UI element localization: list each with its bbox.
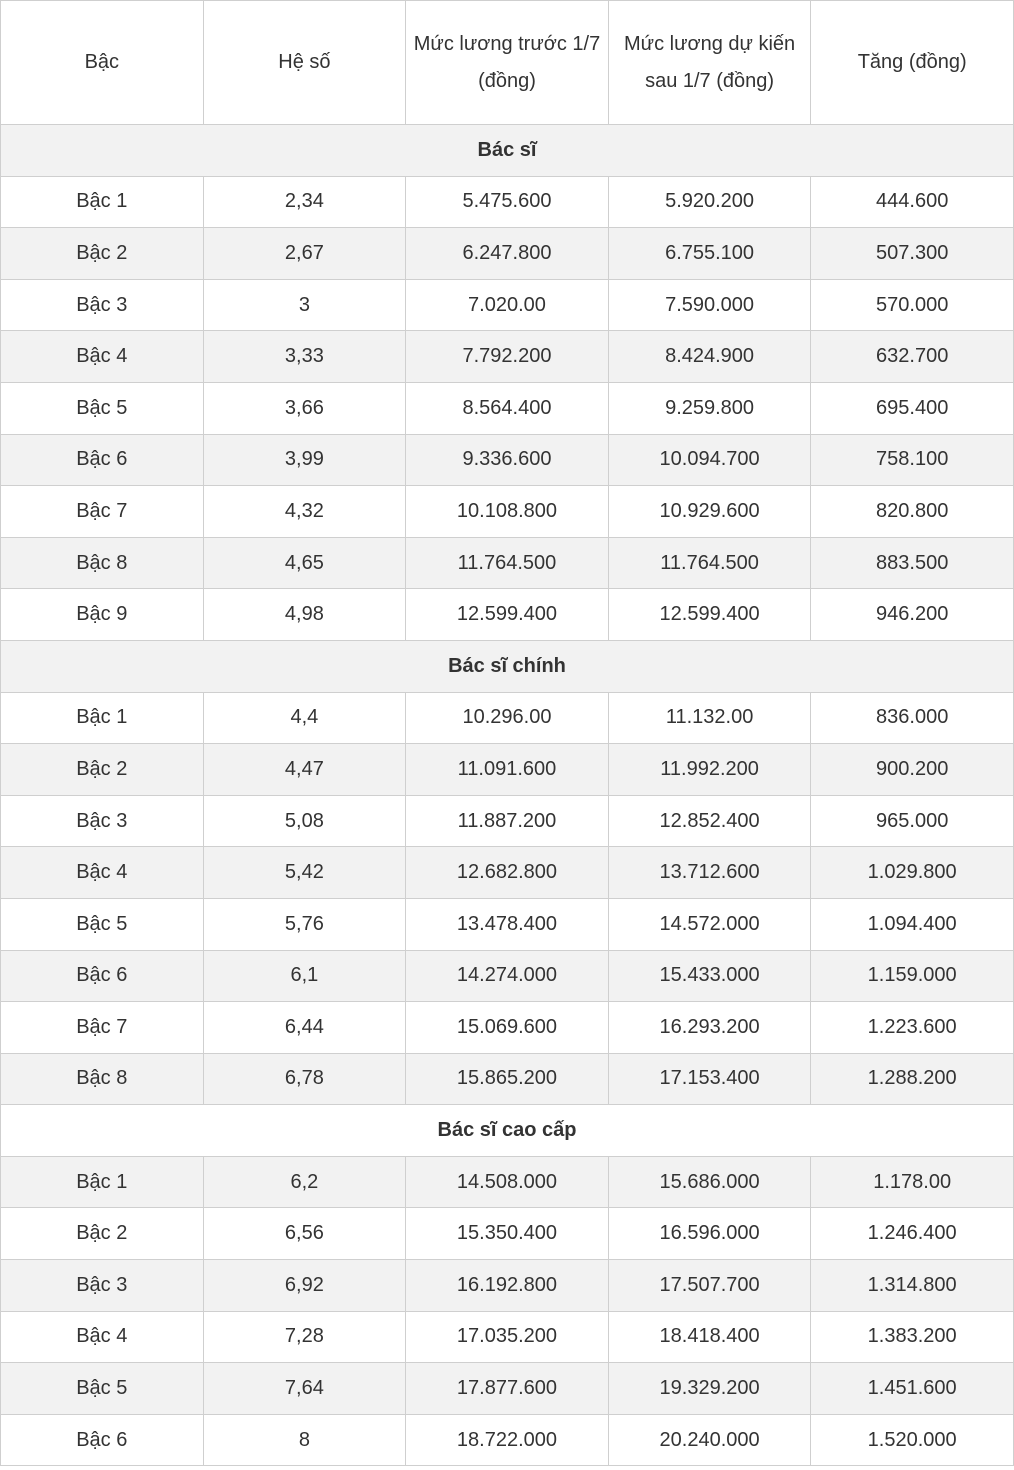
cell-salary-after: 7.590.000 xyxy=(608,279,811,331)
cell-increase: 1.159.000 xyxy=(811,950,1014,1002)
table-row xyxy=(1,1260,1014,1312)
cell-coefficient: 6,78 xyxy=(203,1053,406,1105)
cell-increase: 632.700 xyxy=(811,331,1014,383)
cell-level: Bậc 9 xyxy=(1,589,204,641)
cell-salary-before: 11.764.500 xyxy=(406,537,609,589)
cell-coefficient: 5,76 xyxy=(203,898,406,950)
cell-level: Bậc 3 xyxy=(1,279,204,331)
cell-salary-before: 11.091.600 xyxy=(406,744,609,796)
cell-level: Bậc 5 xyxy=(1,382,204,434)
header-coefficient: Hệ số xyxy=(203,1,406,125)
cell-increase: 695.400 xyxy=(811,382,1014,434)
table-header xyxy=(1,1,1014,125)
cell-level: Bậc 8 xyxy=(1,537,204,589)
cell-increase: 965.000 xyxy=(811,795,1014,847)
cell-level: Bậc 5 xyxy=(1,1363,204,1415)
cell-salary-after: 20.240.000 xyxy=(608,1414,811,1466)
cell-level: Bậc 7 xyxy=(1,486,204,538)
table-row xyxy=(1,279,1014,331)
cell-level: Bậc 2 xyxy=(1,228,204,280)
table-row xyxy=(1,228,1014,280)
cell-increase: 1.520.000 xyxy=(811,1414,1014,1466)
table-row xyxy=(1,795,1014,847)
cell-salary-before: 14.274.000 xyxy=(406,950,609,1002)
cell-level: Bậc 8 xyxy=(1,1053,204,1105)
table-row xyxy=(1,589,1014,641)
cell-salary-after: 19.329.200 xyxy=(608,1363,811,1415)
cell-increase: 1.246.400 xyxy=(811,1208,1014,1260)
cell-increase: 1.451.600 xyxy=(811,1363,1014,1415)
cell-level: Bậc 7 xyxy=(1,1002,204,1054)
cell-coefficient: 5,42 xyxy=(203,847,406,899)
group-title: Bác sĩ cao cấp xyxy=(1,1105,1014,1157)
table-row xyxy=(1,434,1014,486)
cell-salary-before: 11.887.200 xyxy=(406,795,609,847)
cell-level: Bậc 3 xyxy=(1,1260,204,1312)
cell-level: Bậc 1 xyxy=(1,1156,204,1208)
cell-salary-before: 15.865.200 xyxy=(406,1053,609,1105)
cell-salary-before: 10.296.00 xyxy=(406,692,609,744)
group-header-row xyxy=(1,1105,1014,1157)
table-row xyxy=(1,847,1014,899)
cell-salary-before: 13.478.400 xyxy=(406,898,609,950)
cell-increase: 1.223.600 xyxy=(811,1002,1014,1054)
cell-coefficient: 4,32 xyxy=(203,486,406,538)
cell-salary-after: 16.596.000 xyxy=(608,1208,811,1260)
cell-increase: 836.000 xyxy=(811,692,1014,744)
table-row xyxy=(1,744,1014,796)
cell-coefficient: 2,67 xyxy=(203,228,406,280)
header-level: Bậc xyxy=(1,1,204,125)
table-row xyxy=(1,1311,1014,1363)
cell-salary-after: 17.507.700 xyxy=(608,1260,811,1312)
cell-salary-before: 6.247.800 xyxy=(406,228,609,280)
cell-salary-before: 7.020.00 xyxy=(406,279,609,331)
cell-coefficient: 8 xyxy=(203,1414,406,1466)
table-row xyxy=(1,176,1014,228)
group-header-row xyxy=(1,640,1014,692)
cell-salary-before: 5.475.600 xyxy=(406,176,609,228)
cell-level: Bậc 1 xyxy=(1,176,204,228)
cell-coefficient: 7,64 xyxy=(203,1363,406,1415)
cell-increase: 946.200 xyxy=(811,589,1014,641)
cell-coefficient: 6,92 xyxy=(203,1260,406,1312)
group-title: Bác sĩ xyxy=(1,125,1014,177)
table-row xyxy=(1,1208,1014,1260)
cell-coefficient: 6,1 xyxy=(203,950,406,1002)
cell-increase: 1.094.400 xyxy=(811,898,1014,950)
cell-increase: 1.288.200 xyxy=(811,1053,1014,1105)
group-header-row xyxy=(1,125,1014,177)
cell-salary-before: 8.564.400 xyxy=(406,382,609,434)
cell-salary-after: 9.259.800 xyxy=(608,382,811,434)
table-row xyxy=(1,1002,1014,1054)
group-title: Bác sĩ chính xyxy=(1,640,1014,692)
cell-level: Bậc 6 xyxy=(1,950,204,1002)
cell-coefficient: 2,34 xyxy=(203,176,406,228)
cell-salary-after: 16.293.200 xyxy=(608,1002,811,1054)
header-row xyxy=(1,1,1014,125)
cell-salary-after: 6.755.100 xyxy=(608,228,811,280)
cell-salary-before: 17.035.200 xyxy=(406,1311,609,1363)
cell-salary-after: 12.599.400 xyxy=(608,589,811,641)
table-row xyxy=(1,331,1014,383)
table-row xyxy=(1,1053,1014,1105)
cell-coefficient: 4,47 xyxy=(203,744,406,796)
cell-salary-after: 15.433.000 xyxy=(608,950,811,1002)
cell-salary-after: 5.920.200 xyxy=(608,176,811,228)
cell-increase: 758.100 xyxy=(811,434,1014,486)
cell-increase: 444.600 xyxy=(811,176,1014,228)
cell-level: Bậc 6 xyxy=(1,434,204,486)
cell-level: Bậc 4 xyxy=(1,1311,204,1363)
cell-salary-after: 12.852.400 xyxy=(608,795,811,847)
cell-salary-before: 7.792.200 xyxy=(406,331,609,383)
cell-salary-after: 17.153.400 xyxy=(608,1053,811,1105)
cell-level: Bậc 4 xyxy=(1,847,204,899)
cell-coefficient: 4,98 xyxy=(203,589,406,641)
cell-salary-before: 18.722.000 xyxy=(406,1414,609,1466)
cell-salary-after: 11.992.200 xyxy=(608,744,811,796)
cell-salary-before: 10.108.800 xyxy=(406,486,609,538)
cell-level: Bậc 4 xyxy=(1,331,204,383)
cell-coefficient: 6,2 xyxy=(203,1156,406,1208)
cell-coefficient: 4,4 xyxy=(203,692,406,744)
cell-coefficient: 3,99 xyxy=(203,434,406,486)
cell-coefficient: 6,44 xyxy=(203,1002,406,1054)
cell-salary-after: 10.929.600 xyxy=(608,486,811,538)
cell-coefficient: 6,56 xyxy=(203,1208,406,1260)
cell-salary-after: 11.764.500 xyxy=(608,537,811,589)
cell-level: Bậc 3 xyxy=(1,795,204,847)
table-row xyxy=(1,950,1014,1002)
cell-salary-after: 18.418.400 xyxy=(608,1311,811,1363)
cell-salary-before: 16.192.800 xyxy=(406,1260,609,1312)
cell-coefficient: 3 xyxy=(203,279,406,331)
cell-increase: 1.314.800 xyxy=(811,1260,1014,1312)
cell-coefficient: 3,66 xyxy=(203,382,406,434)
cell-level: Bậc 5 xyxy=(1,898,204,950)
cell-increase: 507.300 xyxy=(811,228,1014,280)
cell-salary-before: 12.682.800 xyxy=(406,847,609,899)
cell-salary-after: 8.424.900 xyxy=(608,331,811,383)
table-row xyxy=(1,537,1014,589)
table-row xyxy=(1,486,1014,538)
cell-increase: 900.200 xyxy=(811,744,1014,796)
header-salary-after: Mức lương dự kiến sau 1/7 (đồng) xyxy=(608,1,811,125)
table-body xyxy=(1,125,1014,1466)
table-row xyxy=(1,692,1014,744)
cell-salary-before: 15.350.400 xyxy=(406,1208,609,1260)
cell-salary-after: 13.712.600 xyxy=(608,847,811,899)
cell-salary-before: 15.069.600 xyxy=(406,1002,609,1054)
cell-salary-before: 17.877.600 xyxy=(406,1363,609,1415)
table-row xyxy=(1,1363,1014,1415)
cell-salary-before: 12.599.400 xyxy=(406,589,609,641)
cell-coefficient: 3,33 xyxy=(203,331,406,383)
cell-salary-before: 14.508.000 xyxy=(406,1156,609,1208)
cell-increase: 1.383.200 xyxy=(811,1311,1014,1363)
table-row xyxy=(1,898,1014,950)
cell-salary-before: 9.336.600 xyxy=(406,434,609,486)
cell-level: Bậc 2 xyxy=(1,744,204,796)
cell-increase: 1.178.00 xyxy=(811,1156,1014,1208)
cell-increase: 1.029.800 xyxy=(811,847,1014,899)
cell-coefficient: 5,08 xyxy=(203,795,406,847)
cell-level: Bậc 2 xyxy=(1,1208,204,1260)
header-salary-before: Mức lương trước 1/7 (đồng) xyxy=(406,1,609,125)
cell-increase: 883.500 xyxy=(811,537,1014,589)
cell-increase: 570.000 xyxy=(811,279,1014,331)
header-increase: Tăng (đồng) xyxy=(811,1,1014,125)
table-row xyxy=(1,1414,1014,1466)
cell-increase: 820.800 xyxy=(811,486,1014,538)
cell-coefficient: 7,28 xyxy=(203,1311,406,1363)
cell-level: Bậc 1 xyxy=(1,692,204,744)
table-row xyxy=(1,382,1014,434)
cell-coefficient: 4,65 xyxy=(203,537,406,589)
cell-level: Bậc 6 xyxy=(1,1414,204,1466)
table-row xyxy=(1,1156,1014,1208)
cell-salary-after: 10.094.700 xyxy=(608,434,811,486)
cell-salary-after: 15.686.000 xyxy=(608,1156,811,1208)
cell-salary-after: 14.572.000 xyxy=(608,898,811,950)
cell-salary-after: 11.132.00 xyxy=(608,692,811,744)
